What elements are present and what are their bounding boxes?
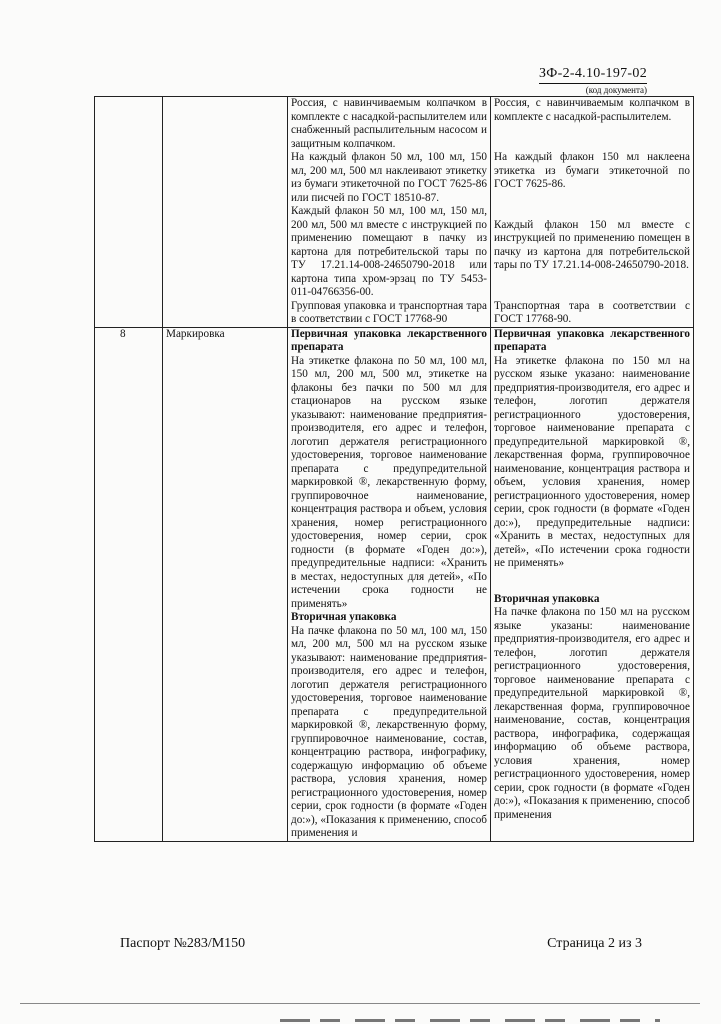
registered-cell [288,327,491,841]
document-code-block [539,64,647,95]
text-paragraph: На пачке флакона по 50 мл, 100 мл, 150 мл, 200 мл, 500 мл на русском языке указывают: наименование предприятия-производителя, его адрес и телефон, логотип держателя регистрационного удостоверения, торговое наименование препарата с предупредительной маркировкой ®, лекарственную форму, группировочное наименование, состав, концентрацию раствора, инфографику, содержащую информацию об объеме раствора, условия хранения, номер регистрационного удостоверения, номер серии, срок годности (в формате «Годен до:»), «Показания к применению, способ применения и [291,624,487,839]
row-number-cell: 8 [95,327,163,841]
text-paragraph: На этикетке флакона по 150 мл на русском языке указано: наименование предприятия-производителя, его адрес и телефон, логотип держателя регистрационного удостоверения, торговое наименование препарата с предупредительной маркировкой ®, лекарственная форма, группировочное наименование, концентрация раствора и объем, условия хранения, номер регистрационного удостоверения, номер серии, срок годности (в формате «Годен до:»), предупредительные надписи: «Хранить в местах, недоступных для детей», «По истечении срока годности не применять» [494,354,690,569]
text-paragraph: На каждый флакон 150 мл наклеена этикетка из бумаги этикеточной по ГОСТ 7625-86. [494,151,690,190]
actual-cell [491,97,694,328]
scan-edge-line [20,1003,700,1004]
text-paragraph: Групповая упаковка и транспортная тара в соответствии с ГОСТ 17768-90 [291,299,487,325]
table-row-marking [95,327,694,841]
table-row-packaging [95,97,694,328]
row-name-cell: Маркировка [163,327,288,841]
text-paragraph: На этикетке флакона по 50 мл, 100 мл, 150 мл, 200 мл, 500 мл, этикетке на флаконы без пачки по 500 мл для стационаров на русском языке указывают: наименование предприятия-производителя, его адрес и телефон, логотип держателя регистрационного удостоверения, торговое наименование препарата с предупредительной маркировкой ®, лекарственную форму, группировочное наименование, концентрация раствора и объем, условия хранения, номер регистрационного удостоверения, номер серии, срок годности (в формате «Годен до:»), предупредительные надписи: «Хранить в местах, недоступных для детей», «По истечении срока годности не применять» [291,354,487,610]
text-paragraph: На пачке флакона по 150 мл на русском языке указаны: наименование предприятия-производителя, его адрес и телефон, логотип держателя регистрационного удостоверения, торговое наименование препарата с предупредительной маркировкой ®, лекарственная форма, группировочное наименование, состав, концентрация раствора, инфографика, содержащая информацию об объеме раствора, условия хранения, номер регистрационного удостоверения, номер серии, срок годности (в формате «Годен до:»), «Показания к применению, способ применения [494,606,690,821]
text-paragraph: На каждый флакон 50 мл, 100 мл, 150 мл, 200 мл, 500 мл наклеивают этикетку из бумаги этикеточной по ГОСТ 7625-86 или писчей по ГОСТ 18510-87. [291,151,487,204]
text-paragraph: Каждый флакон 50 мл, 100 мл, 150 мл, 200 мл, 500 мл вместе с инструкцией по применению помещают в пачку из картона для потребительской тары по ТУ 17.21.14-008-24650790-2018 или картона типа хром-эрзац по ТУ 5453-011-04766356-00. [291,205,487,298]
document-code: ЗФ-2-4.10-197-02 [539,66,647,84]
row-number-cell [95,97,163,328]
document-code-label: (код документа) [585,85,647,95]
section-heading: Первичная упаковка лекарственного препарата [291,327,487,353]
actual-cell [491,327,694,841]
text-paragraph: Транспортная тара в соответствии с ГОСТ 17768-90. [494,299,690,325]
passport-number: Паспорт №283/М150 [120,936,246,951]
page-number: Страница 2 из 3 [547,936,642,951]
scan-artifact [280,1019,660,1022]
text-paragraph: Россия, с навинчиваемым колпачком в комплекте с насадкой-распылителем. [494,97,690,123]
text-paragraph: Каждый флакон 150 мл вместе с инструкцией по применению помещен в пачку из картона для потребительской тары по ТУ 17.21.14-008-24650790-2018. [494,218,690,271]
text-paragraph: Россия, с навинчиваемым колпачком в комплекте с насадкой-распылителем или снабженный распылительным насосом и защитным колпачком. [291,97,487,150]
section-heading: Первичная упаковка лекарственного препарата [494,327,690,353]
comparison-table [94,96,694,842]
row-name-cell [163,97,288,328]
section-heading: Вторичная упаковка [494,592,600,605]
registered-cell [288,97,491,328]
section-heading: Вторичная упаковка [291,611,397,623]
